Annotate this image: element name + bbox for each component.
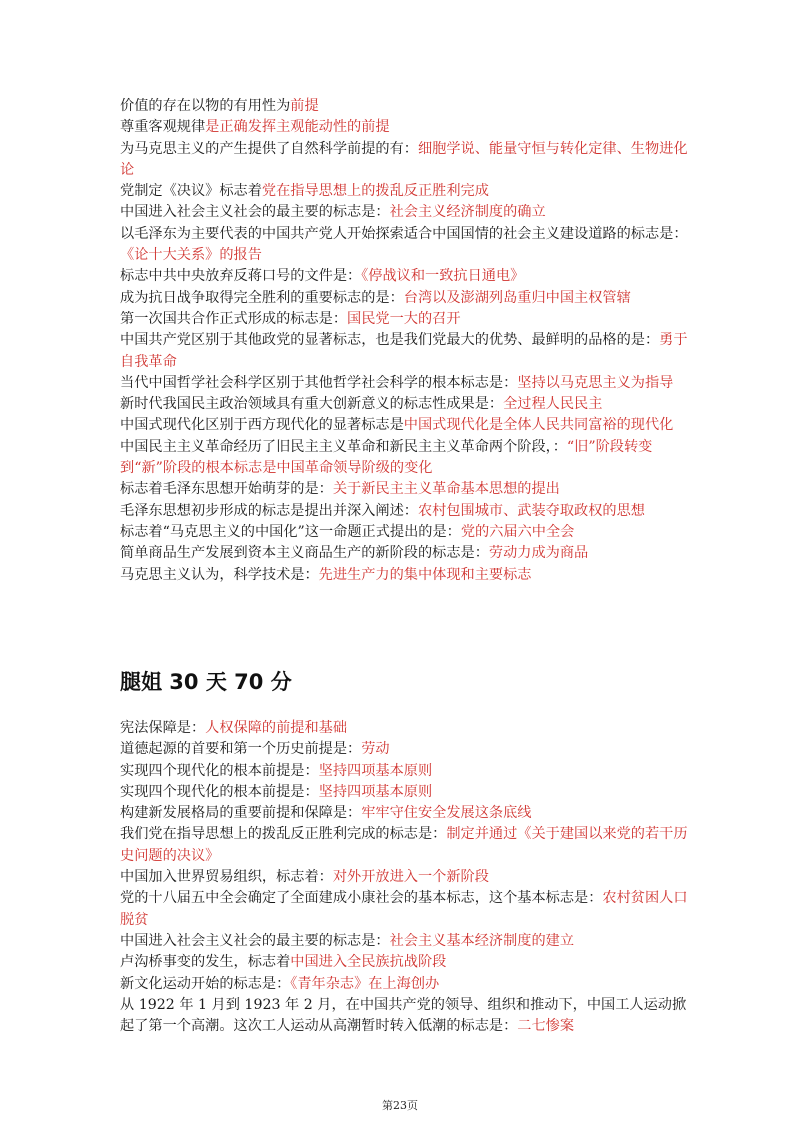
answer-text: 劳动 — [361, 741, 390, 758]
answer-text: 坚持四项基本原则 — [318, 762, 433, 779]
qa-item — [120, 761, 690, 782]
qa-list-section-1 — [120, 96, 690, 586]
answer-text: 党在指导思想上的拨乱反正胜利完成 — [261, 183, 489, 200]
question-text: 我们党在指导思想上的拨乱反正胜利完成的标志是： — [120, 826, 447, 843]
answer-text: 坚持以马克思主义为指导 — [517, 374, 674, 391]
qa-item — [120, 952, 690, 973]
qa-item — [120, 437, 690, 480]
question-text: 实现四个现代化的根本前提是： — [120, 762, 319, 779]
qa-item — [120, 309, 690, 330]
qa-item — [120, 739, 690, 760]
question-text: 党制定《决议》标志着 — [120, 183, 262, 200]
answer-text: 坚持四项基本原则 — [318, 783, 433, 800]
question-text: 毛泽东思想初步形成的标志是提出并深入阐述： — [120, 502, 418, 519]
qa-item — [120, 995, 690, 1038]
qa-item — [120, 824, 690, 867]
question-text: 中国进入社会主义社会的最主要的标志是： — [120, 204, 390, 221]
qa-item — [120, 330, 690, 373]
qa-item — [120, 139, 690, 182]
answer-text: 关于新民主主义革命基本思想的提出 — [332, 481, 560, 498]
qa-item — [120, 479, 690, 500]
qa-item — [120, 931, 690, 952]
answer-text: 前提 — [290, 98, 319, 114]
answer-text: 制定并通过《关于建国以来党的若干历史问题的决议》 — [120, 826, 688, 864]
qa-item — [120, 288, 690, 309]
question-text: 中国加入世界贸易组织，标志着： — [120, 869, 333, 886]
question-text: 简单商品生产发展到资本主义商品生产的新阶段的标志是： — [120, 545, 489, 562]
answer-text: 劳动力成为商品 — [488, 545, 589, 562]
answer-text: 《停战议和一致抗日通电》 — [361, 268, 525, 285]
answer-text: 勇于自我革命 — [120, 332, 688, 370]
question-text: 新时代我国民主政治领域具有重大创新意义的标志性成果是： — [120, 396, 504, 413]
qa-item — [120, 202, 690, 223]
question-text: 党的十八届五中全会确定了全面建成小康社会的基本标志，这个基本标志是： — [120, 890, 603, 907]
answer-text: “旧”阶段转变到“新”阶段的根本标志是中国革命领导阶级的变化 — [120, 438, 653, 477]
qa-list-section-2 — [120, 718, 690, 1037]
answer-text: 人权保障的前提和基础 — [205, 720, 348, 736]
answer-text: 台湾以及澎湖列岛重归中国主权管辖 — [403, 289, 631, 306]
answer-text: 细胞学说、能量守恒与转化定律、生物进化论 — [120, 140, 688, 178]
question-text: 中国进入社会主义社会的最主要的标志是： — [120, 932, 390, 949]
question-text: 标志着毛泽东思想开始萌芽的是： — [120, 481, 333, 498]
question-text: 以毛泽东为主要代表的中国共产党人开始探索适合中国国情的社会主义建设道路的标志是： — [120, 225, 688, 242]
qa-item — [120, 373, 690, 394]
answer-text: 农村包围城市、武装夺取政权的思想 — [417, 502, 645, 519]
question-text: 道德起源的首要和第一个历史前提是： — [120, 741, 362, 758]
qa-item — [120, 415, 690, 436]
answer-text: 农村贫困人口脱贫 — [120, 890, 688, 928]
qa-item — [120, 501, 690, 522]
qa-item — [120, 266, 690, 287]
qa-item — [120, 888, 690, 931]
answer-text: 对外开放进入一个新阶段 — [332, 869, 489, 886]
question-text: 构建新发展格局的重要前提和保障是： — [120, 805, 362, 822]
question-text: 第一次国共合作正式形成的标志是： — [120, 310, 348, 327]
question-text: 当代中国哲学社会科学区别于其他哲学社会科学的根本标志是： — [120, 374, 518, 391]
question-text: 标志中共中央放弃反蒋口号的文件是： — [120, 268, 362, 285]
section-heading: 腿姐 30 天 70 分 — [120, 670, 292, 694]
qa-item — [120, 565, 690, 586]
qa-item — [120, 803, 690, 824]
answer-text: 社会主义基本经济制度的建立 — [389, 932, 575, 949]
answer-text: 国民党一大的召开 — [347, 310, 461, 327]
answer-text: 党的六届六中全会 — [460, 523, 575, 540]
question-text: 从 1922 年 1 月到 1923 年 2 月，在中国共产党的领导、组织和推动下，中国工人运动掀起了第一个高潮。这次工人运动从高潮暂时转入低潮的标志是： — [120, 996, 687, 1035]
qa-item — [120, 543, 690, 564]
answer-text: 《论十大关系》的报告 — [120, 247, 262, 264]
qa-item — [120, 718, 690, 739]
qa-item — [120, 181, 690, 202]
question-text: 中国民主主义革命经历了旧民主主义革命和新民主主义革命两个阶段，： — [120, 438, 567, 455]
qa-item — [120, 974, 690, 995]
answer-text: 全过程人民民主 — [503, 396, 603, 413]
question-text: 中国共产党区别于其他政党的显著标志，也是我们党最大的优势、最鲜明的品格的是： — [120, 332, 660, 349]
answer-text: 是正确发挥主观能动性的前提 — [205, 119, 390, 136]
question-text: 尊重客观规律 — [120, 119, 206, 136]
answer-text: 社会主义经济制度的确立 — [389, 204, 546, 221]
qa-item — [120, 224, 690, 267]
qa-item — [120, 96, 690, 117]
question-text: 中国式现代化区别于西方现代化的显著标志是 — [120, 417, 404, 434]
question-text: 马克思主义认为，科学技术是： — [120, 566, 319, 583]
question-text: 卢沟桥事变的发生，标志着 — [120, 954, 291, 971]
qa-item — [120, 782, 690, 803]
qa-item — [120, 394, 690, 415]
answer-text: 中国式现代化是全体人民共同富裕的现代化 — [403, 417, 674, 434]
question-text: 实现四个现代化的根本前提是： — [120, 783, 319, 800]
question-text: 标志着“马克思主义的中国化”这一命题正式提出的是： — [120, 523, 461, 540]
question-text: 新文化运动开始的标志是： — [120, 975, 291, 992]
question-text: 价值的存在以物的有用性为 — [120, 98, 291, 114]
answer-text: 牢牢守住安全发展这条底线 — [361, 805, 532, 822]
answer-text: 《青年杂志》在上海创办 — [290, 975, 440, 992]
page-number: 第23页 — [382, 1099, 418, 1112]
qa-item — [120, 867, 690, 888]
question-text: 为马克思主义的产生提供了自然科学前提的有： — [120, 140, 418, 157]
answer-text: 中国进入全民族抗战阶段 — [290, 954, 447, 971]
answer-text: 先进生产力的集中体现和主要标志 — [318, 566, 532, 583]
answer-text: 二七惨案 — [517, 1018, 575, 1035]
question-text: 成为抗日战争取得完全胜利的重要标志的是： — [120, 289, 404, 306]
question-text: 宪法保障是： — [120, 720, 206, 736]
qa-item — [120, 522, 690, 543]
qa-item — [120, 117, 690, 138]
